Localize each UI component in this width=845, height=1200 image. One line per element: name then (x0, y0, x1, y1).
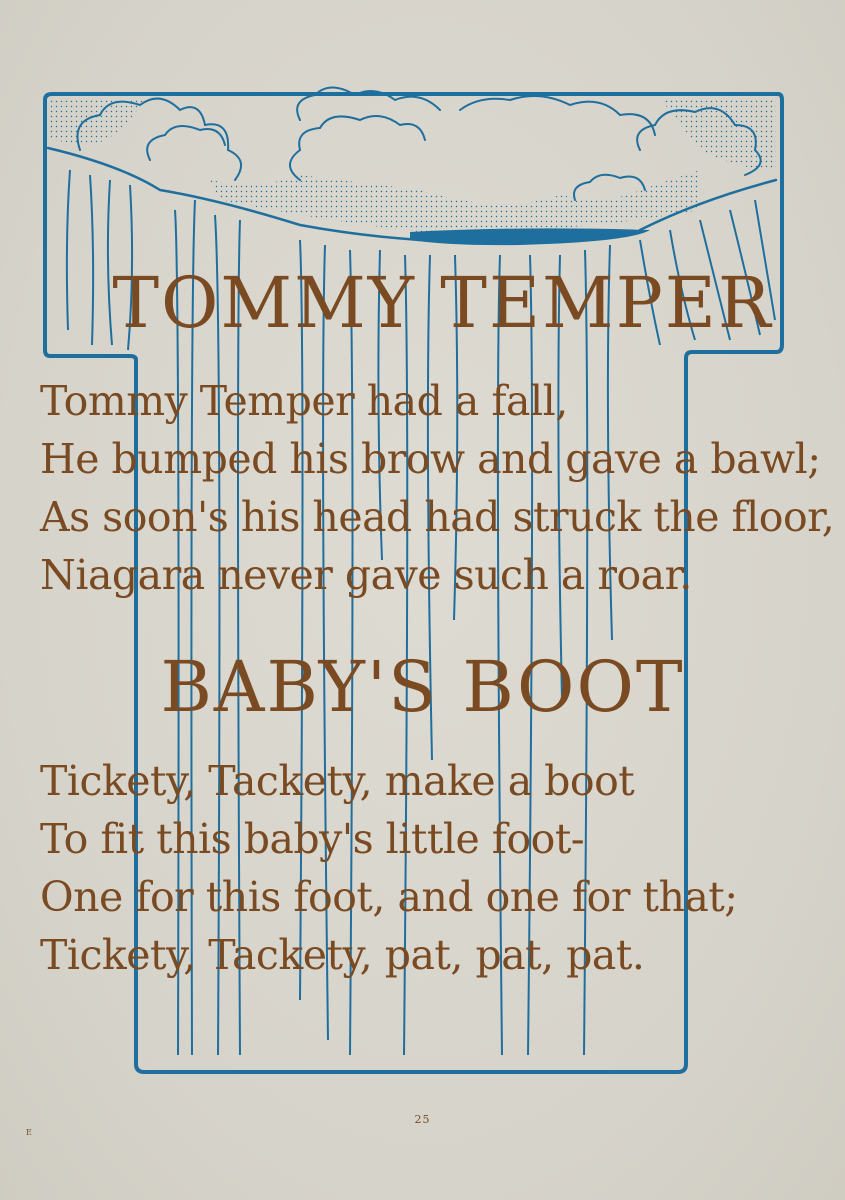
poem-verse-babys-boot (40, 752, 738, 984)
verse-line: He bumped his brow and gave a bawl; (40, 435, 821, 483)
verse-line: As soon's his head had struck the floor, (40, 493, 835, 541)
verse-line: Tickety, Tackety, pat, pat, pat. (40, 931, 645, 979)
poem-title-tommy-temper: TOMMY TEMPER (112, 262, 773, 344)
page-number: 25 (414, 1113, 431, 1126)
poem-verse-tommy-temper (40, 372, 834, 604)
verse-line: One for this foot, and one for that; (40, 873, 738, 921)
verse-line: To fit this baby's little foot- (40, 815, 585, 863)
signature-mark: E (26, 1128, 32, 1137)
verse-line: Tickety, Tackety, make a boot (40, 757, 635, 805)
poem-title-babys-boot: BABY'S BOOT (160, 646, 685, 728)
verse-line: Niagara never gave such a roar. (40, 551, 692, 599)
verse-line: Tommy Temper had a fall, (40, 377, 568, 425)
